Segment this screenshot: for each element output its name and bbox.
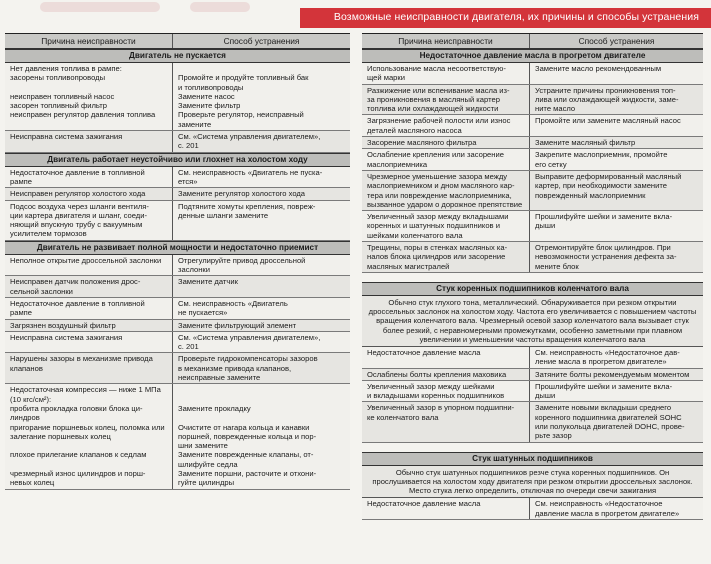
section-rows bbox=[362, 347, 703, 443]
remedy-cell: См. «Система управления двигателем», с. 201 bbox=[178, 332, 321, 352]
remedy-cell: См. неисправность «Двигатель не пуска- ется» bbox=[178, 167, 323, 186]
cause-cell: Загрязнен воздушный фильтр bbox=[5, 320, 173, 331]
remedy-cell: См. неисправность «Недостаточное давление масла в прогретом двигателе» bbox=[535, 499, 680, 518]
section-title: Стук коренных подшипников коленчатого вала bbox=[362, 282, 703, 296]
cause-cell: Ослаблены болты крепления маховика bbox=[362, 369, 530, 380]
cause-cell: Ослабление крепления или засорение маслоприемника bbox=[362, 149, 530, 170]
cause-cell: Неисправна система зажигания bbox=[5, 332, 173, 353]
cause-cell: Засорение масляного фильтра bbox=[362, 137, 530, 148]
cause-cell: Разжижение или вспенивание масла из- за проникновения в масляный картер топлива или охлаждающей жидкости bbox=[362, 85, 530, 115]
remedy-cell: Затяните болты рекомендуемым моментом bbox=[535, 369, 690, 379]
cause-cell: Нет давления топлива в рампе: засорены топливопроводы неисправен топливный насос засорен топливный фильтр неисправен регулятор давления топлива bbox=[5, 63, 173, 130]
decorative-smudge bbox=[190, 2, 250, 12]
table-row bbox=[362, 402, 703, 442]
table-row bbox=[362, 149, 703, 171]
section-rows bbox=[362, 63, 703, 273]
table-row bbox=[5, 320, 350, 332]
cause-cell: Неполное открытие дроссельной заслонки bbox=[5, 255, 173, 276]
cause-cell: Подсос воздуха через шланги вентиля- ции картера двигателя и шланг, соеди- няющий впускную трубу с вакуумным усилителем тормозов bbox=[5, 201, 173, 240]
section-title: Двигатель не развивает полной мощности и недостаточно приемист bbox=[5, 241, 350, 255]
table-row bbox=[5, 201, 350, 241]
remedy-cell: Прошлифуйте шейки и замените вкла- дыши bbox=[535, 212, 673, 231]
remedy-cell: Промойте и продуйте топливный бак и топливопроводы Замените насос Замените фильтр Проверьте регулятор, неисправный замените bbox=[178, 73, 309, 129]
table-row bbox=[362, 171, 703, 211]
cause-cell: Увеличенный зазор в упорном подшипни- ке коленчатого вала bbox=[362, 402, 530, 441]
remedy-cell: Проверьте гидрокомпенсаторы зазоров в механизме привода клапанов, неисправные замените bbox=[178, 354, 318, 383]
table-row bbox=[5, 332, 350, 354]
table-row bbox=[362, 498, 703, 520]
table-row bbox=[5, 167, 350, 189]
remedy-cell: Закрепите маслоприемник, промойте его сетку bbox=[535, 150, 668, 169]
table-row bbox=[5, 255, 350, 277]
left-table bbox=[5, 33, 350, 490]
remedy-cell: Отрегулируйте привод дроссельной заслонки bbox=[178, 255, 306, 275]
cause-cell: Загрязнение рабочей полости или износ деталей масляного насоса bbox=[362, 115, 530, 136]
section-title: Двигатель работает неустойчиво или глохнет на холостом ходу bbox=[5, 153, 350, 167]
cause-cell: Недостаточное давление масла bbox=[362, 347, 530, 368]
table-row bbox=[362, 115, 703, 137]
remedy-cell: Выправите деформированный масляный картер, при необходимости замените поврежденный маслоприемник bbox=[535, 171, 682, 200]
title-bar bbox=[300, 8, 711, 28]
cause-cell: Недостаточное давление в топливной рампе bbox=[5, 167, 173, 188]
remedy-cell: Замените масляный фильтр bbox=[535, 138, 636, 148]
section-title: Двигатель не пускается bbox=[5, 49, 350, 63]
remedy-cell: Прошлифуйте шейки и замените вкла- дыши bbox=[535, 381, 673, 401]
cause-header: Причина неисправности bbox=[362, 34, 530, 48]
decorative-smudge bbox=[40, 2, 160, 12]
cause-cell: Трещины, поры в стенках масляных ка- налов блока цилиндров или засорение масляных магистралей bbox=[362, 242, 530, 272]
cause-cell: Использование масла несоответствую- щей марки bbox=[362, 63, 530, 84]
remedy-cell: Отремонтируйте блок цилиндров. При невозможности устранения дефекта за- мените блок bbox=[535, 243, 677, 271]
section-title: Стук шатунных подшипников bbox=[362, 452, 703, 466]
table-row bbox=[362, 242, 703, 273]
section-rows bbox=[5, 167, 350, 241]
remedy-cell: См. неисправность «Недостаточное дав- ление масла в прогретом двигателе» bbox=[535, 347, 680, 367]
section-note: Обычно стук шатунных подшипников резче стука коренных подшипников. Он прослушивается на холостом ходу двигателя при резком открытии дроссельных заслонок. Место стука легко определить, отключая по очереди свечи зажигания bbox=[362, 466, 703, 499]
remedy-cell: Устраните причины проникновения топ- лива или охлаждающей жидкости, заме- ните масло bbox=[535, 85, 679, 114]
remedy-header: Способ устранения bbox=[578, 36, 655, 46]
table-row bbox=[5, 131, 350, 153]
remedy-cell: Замените масло рекомендованным bbox=[535, 64, 662, 73]
section-rows bbox=[362, 498, 703, 520]
table-row bbox=[5, 384, 350, 489]
page-title: Возможные неисправности двигателя, их причины и способы устранения bbox=[333, 11, 699, 23]
remedy-cell: Промойте или замените масляный насос bbox=[535, 116, 681, 126]
remedy-cell: См. «Система управления двигателем», с. 201 bbox=[178, 132, 321, 151]
section-title: Недостаточное давление масла в прогретом двигателе bbox=[362, 49, 703, 63]
remedy-cell: Замените регулятор холостого хода bbox=[178, 189, 306, 199]
remedy-cell: Замените новыми вкладыши среднего коренного подшипника двигателей SOHC или полукольца двигателей DOHC, прове- рьте зазор bbox=[535, 403, 685, 441]
section-rows bbox=[5, 63, 350, 153]
table-row bbox=[362, 63, 703, 85]
table-row bbox=[5, 63, 350, 131]
cause-cell: Недостаточное давление масла bbox=[362, 498, 530, 519]
cause-cell: Недостаточное давление в топливной рампе bbox=[5, 298, 173, 319]
cause-cell: Увеличенный зазор между шейками и вкладышами коренных подшипников bbox=[362, 381, 530, 402]
table-row bbox=[362, 347, 703, 369]
table-row bbox=[5, 188, 350, 200]
table-row bbox=[5, 276, 350, 298]
section-rows bbox=[5, 255, 350, 490]
cause-cell: Неисправен регулятор холостого хода bbox=[5, 188, 173, 199]
table-row bbox=[362, 369, 703, 381]
remedy-cell: См. неисправность «Двигатель не пускается» bbox=[178, 298, 288, 318]
remedy-cell: Подтяните хомуты крепления, повреж- денные шланги замените bbox=[178, 201, 316, 220]
section-note: Обычно стук глухого тона, металлический. Обнаруживается при резком открытии дроссельных заслонок на холостом ходу. Частота его увеличивается с повышением частоты вращения коленчатого вала. Чрезмерный осевой зазор коленчатого вала вызывает стук более резкий, с неравномерными промежутками, особенно заметными при плавном увеличении и уменьшении частоты вращения коленчатого вала bbox=[362, 296, 703, 347]
cause-cell: Неисправен датчик положения дрос- сельной заслонки bbox=[5, 276, 173, 297]
remedy-cell: Замените прокладку Очистите от нагара кольца и канавки поршней, поврежденные кольца и пор- шни замените Замените поврежденные клапаны, от- шлифуйте седла Замените поршни, расточите и отхони- гуйте цилиндры bbox=[178, 403, 317, 488]
cause-cell: Увеличенный зазор между вкладышами коренных и шатунных подшипников и шейками коленчатого вала bbox=[362, 211, 530, 241]
remedy-header: Способ устранения bbox=[223, 36, 300, 46]
cause-cell: Недостаточная компрессия — ниже 1 МПа (10 кгс/см²): пробита прокладка головки блока ци- линдров пригорание поршневых колец, поломка или залегание поршневых колец плохое прилегание клапанов к седлам чрезмерный износ цилиндров и порш- невых колец bbox=[5, 384, 173, 488]
section-gap bbox=[362, 443, 703, 452]
table-row bbox=[362, 381, 703, 403]
left-table-header bbox=[5, 33, 350, 49]
section-gap bbox=[362, 273, 703, 282]
table-row bbox=[362, 85, 703, 116]
cause-cell: Неисправна система зажигания bbox=[5, 131, 173, 152]
remedy-cell: Замените фильтрующий элемент bbox=[178, 320, 297, 330]
cause-header: Причина неисправности bbox=[5, 34, 173, 48]
cause-cell: Нарушены зазоры в механизме привода клапанов bbox=[5, 353, 173, 383]
right-table-header bbox=[362, 33, 703, 49]
right-table bbox=[362, 33, 703, 520]
table-row bbox=[362, 211, 703, 242]
table-row bbox=[5, 353, 350, 384]
cause-cell: Чрезмерное уменьшение зазора между маслоприемником и дном масляного кар- тера или повреждение маслоприемника, вызванное ударом о дорожное препятствие bbox=[362, 171, 530, 210]
table-row bbox=[362, 137, 703, 149]
page-banner bbox=[0, 0, 711, 30]
remedy-cell: Замените датчик bbox=[178, 277, 238, 287]
table-row bbox=[5, 298, 350, 320]
